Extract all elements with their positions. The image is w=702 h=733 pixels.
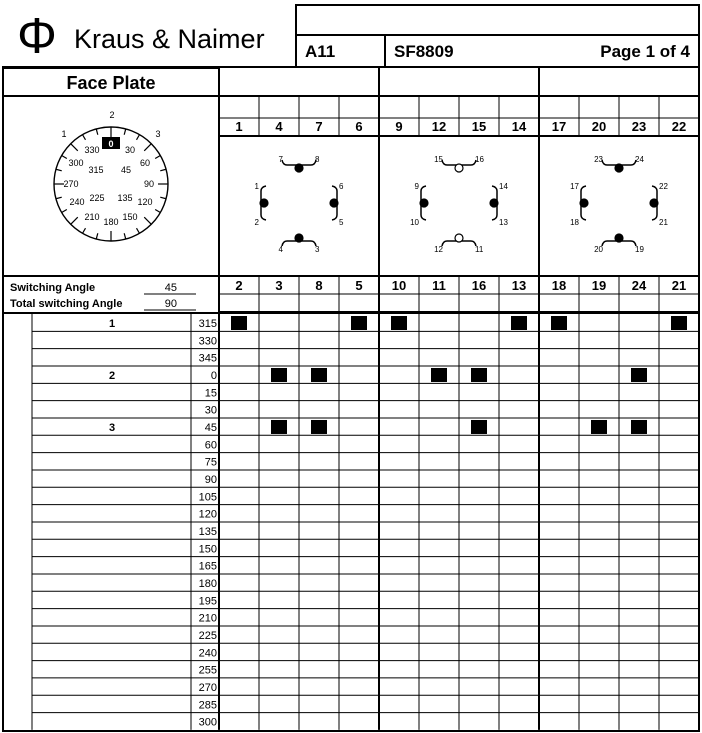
- dial-tick: [160, 197, 166, 199]
- table-row: [199, 543, 217, 555]
- terminal-number-bottom: 5: [355, 278, 363, 293]
- angle-value: 150: [198, 543, 217, 556]
- position-label: 1: [108, 318, 116, 330]
- contact-diagram: [255, 155, 344, 254]
- dial-label: 210: [84, 212, 100, 222]
- angle-value: 285: [198, 699, 217, 712]
- deck-header: [219, 68, 699, 312]
- dial-tick: [83, 228, 86, 233]
- position-label: 3: [108, 421, 116, 434]
- dial-label: 330: [84, 145, 100, 155]
- dial-tick: [96, 129, 98, 135]
- angle-value: 345: [198, 352, 217, 365]
- table-row: [199, 699, 217, 711]
- contact-diagrams: [255, 155, 669, 254]
- terminal-number-bottom: 18: [551, 278, 567, 293]
- table-row: [205, 405, 217, 417]
- table-row: [199, 335, 217, 347]
- terminal-number-bottom: 11: [432, 278, 446, 293]
- table-row: [199, 509, 217, 521]
- contact-closed-marker: [231, 316, 247, 330]
- dial-tick: [96, 233, 98, 239]
- angle-value: 300: [198, 716, 217, 729]
- table-row: [109, 420, 647, 434]
- terminal-number-bottom: 13: [511, 278, 527, 293]
- model-code: A11: [305, 42, 336, 61]
- table-row: [109, 316, 687, 330]
- dial-label: 180: [103, 217, 119, 227]
- contact-terminal-label: 6: [339, 182, 344, 191]
- dial-tick: [124, 233, 126, 239]
- angle-value: 105: [198, 491, 217, 504]
- angle-value: 45: [204, 421, 217, 434]
- terminal-number-top: 14: [511, 119, 527, 134]
- dial-tick: [62, 156, 67, 159]
- table-row: [199, 630, 217, 642]
- contact-closed-marker: [551, 316, 567, 330]
- contact-terminal-label: 9: [414, 182, 419, 191]
- dial-label: 60: [139, 158, 151, 168]
- total-switching-angle-label: Total switching Angle: [10, 298, 123, 310]
- table-row: [199, 717, 217, 729]
- switching-angle-label: Switching Angle: [10, 282, 96, 294]
- terminal-number-top: 4: [275, 119, 283, 134]
- dial-tick: [137, 228, 140, 233]
- table-row: [109, 368, 647, 382]
- dial-tick: [155, 210, 160, 213]
- dial-position-2: 2: [109, 110, 115, 120]
- dial-tick: [155, 156, 160, 159]
- terminal-number-bottom: 10: [391, 278, 407, 293]
- dial-label: 315: [88, 165, 104, 175]
- dial-tick: [71, 144, 78, 151]
- dial-label: 120: [137, 197, 153, 207]
- terminal-number-bottom: 21: [671, 278, 687, 293]
- dial-tick: [71, 217, 78, 224]
- terminal-number-top: 20: [591, 119, 607, 134]
- contact-closed-marker: [311, 368, 327, 382]
- header: [17, 5, 699, 67]
- contact-terminal-label: 7: [278, 155, 283, 164]
- contact-diagram: [570, 155, 668, 254]
- terminal-number-top: 6: [355, 119, 363, 134]
- contact-closed-marker: [271, 420, 287, 434]
- contact-terminal-label: 2: [254, 218, 259, 227]
- table-row: [205, 387, 217, 399]
- dial-position-3: 3: [155, 129, 161, 139]
- position-label: 2: [108, 369, 116, 382]
- contact-terminal-label: 20: [594, 245, 603, 254]
- outer-frame: [3, 67, 699, 731]
- angle-value: 15: [204, 387, 217, 400]
- contact-closed-marker: [511, 316, 527, 330]
- face-plate-title: Face Plate: [66, 73, 156, 93]
- contact-closed-marker: [271, 368, 287, 382]
- dial-label: 240: [69, 197, 85, 207]
- terminal-number-top: 23: [631, 119, 647, 134]
- terminal-number-top: 22: [671, 119, 687, 134]
- angle-value: 60: [204, 439, 217, 452]
- terminal-number-top: 15: [471, 119, 487, 134]
- terminal-number-bottom: 24: [631, 278, 647, 293]
- table-row: [199, 665, 217, 677]
- angle-value: 270: [198, 681, 217, 694]
- part-number: SF8809: [394, 42, 454, 61]
- dial-tick: [124, 129, 126, 135]
- terminal-number-top: 7: [315, 119, 323, 134]
- terminal-number-bottom: 19: [591, 278, 607, 293]
- dial-tick: [62, 210, 67, 213]
- contact-terminal-label: 19: [635, 245, 644, 254]
- terminal-number-top: 12: [431, 119, 447, 134]
- dial-label: 90: [143, 179, 155, 189]
- dial-label: 300: [68, 158, 84, 168]
- terminal-number-bottom: 3: [275, 278, 283, 293]
- contact-terminal-label: 3: [315, 245, 320, 254]
- table-row: [199, 353, 217, 365]
- angle-value: 30: [204, 404, 217, 417]
- terminal-number-bottom: 2: [235, 278, 243, 293]
- angle-value: 330: [198, 335, 217, 348]
- switching-angle-value: 45: [164, 282, 177, 294]
- contact-terminal-label: 12: [434, 245, 443, 254]
- contact-closed-marker: [311, 420, 327, 434]
- switching-table: [3, 313, 699, 730]
- total-switching-angle-value: 90: [164, 298, 177, 310]
- contact-closed-marker: [471, 368, 487, 382]
- dial-tick: [160, 169, 166, 171]
- contact-diagram: [410, 155, 508, 254]
- switching-angle-info: [10, 282, 196, 310]
- table-row: [205, 474, 217, 486]
- contact-closed-marker: [351, 316, 367, 330]
- contact-terminal-label: 23: [594, 155, 603, 164]
- table-row: [199, 526, 217, 538]
- terminal-number-top: 9: [395, 119, 403, 134]
- dial-label: 150: [122, 212, 138, 222]
- dial-label: 225: [89, 193, 105, 203]
- brand-logo-icon: Φ: [17, 8, 57, 64]
- contact-terminal-label: 10: [410, 218, 419, 227]
- contact-terminal-label: 21: [659, 218, 668, 227]
- angle-value: 75: [204, 456, 217, 469]
- contact-terminal-label: 8: [315, 155, 320, 164]
- contact-terminal-label: 1: [254, 182, 259, 191]
- contact-terminal-label: 22: [659, 182, 668, 191]
- angle-value: 0: [210, 369, 217, 382]
- dial-tick: [144, 217, 151, 224]
- contact-closed-marker: [471, 420, 487, 434]
- contact-closed-marker: [631, 368, 647, 382]
- table-row: [199, 561, 217, 573]
- dial-tick: [137, 135, 140, 140]
- terminal-number-top: 17: [551, 119, 567, 134]
- angle-value: 315: [198, 318, 217, 330]
- table-row: [205, 457, 217, 469]
- dial-label: 45: [120, 165, 132, 175]
- contact-terminal-label: 16: [475, 155, 484, 164]
- table-row: [199, 647, 217, 659]
- brand-name: Kraus & Naimer: [74, 24, 265, 54]
- angle-value: 135: [198, 525, 217, 538]
- angle-value: 255: [198, 664, 217, 677]
- angle-value: 210: [198, 612, 217, 625]
- dial-tick: [56, 169, 62, 171]
- contact-closed-marker: [391, 316, 407, 330]
- terminal-number-bottom: 16: [471, 278, 487, 293]
- dial-label: 30: [124, 145, 136, 155]
- table-row: [199, 491, 217, 503]
- terminal-number-bottom: 8: [315, 278, 323, 293]
- contact-terminal-label: 15: [434, 155, 443, 164]
- terminal-number-top: 1: [235, 119, 243, 134]
- contact-closed-marker: [431, 368, 447, 382]
- angle-value: 225: [198, 629, 217, 642]
- angle-value: 90: [204, 473, 217, 486]
- header-blank-box: [296, 5, 699, 35]
- angle-value: 120: [198, 508, 217, 521]
- page-indicator: Page 1 of 4: [600, 42, 690, 61]
- table-row: [199, 578, 217, 590]
- dial-label: 270: [63, 179, 79, 189]
- table-row: [199, 595, 217, 607]
- dial-position-1: 1: [61, 129, 67, 139]
- table-row: [199, 613, 217, 625]
- dial-tick: [83, 135, 86, 140]
- contact-terminal-label: 5: [339, 218, 344, 227]
- contact-terminal-label: 24: [635, 155, 644, 164]
- contact-terminal-label: 18: [570, 218, 579, 227]
- angle-value: 180: [198, 577, 217, 590]
- contact-terminal-label: 13: [499, 218, 508, 227]
- face-plate-dial: [54, 110, 168, 241]
- contact-closed-marker: [631, 420, 647, 434]
- contact-terminal-label: 14: [499, 182, 508, 191]
- contact-terminal-label: 4: [278, 245, 283, 254]
- contact-closed-marker: [591, 420, 607, 434]
- angle-value: 240: [198, 647, 217, 660]
- dial-tick: [144, 144, 151, 151]
- table-row: [199, 682, 217, 694]
- dial-label: 135: [117, 193, 133, 203]
- dial-selected-angle: 0: [108, 139, 114, 149]
- dial-tick: [56, 197, 62, 199]
- angle-value: 165: [198, 560, 217, 573]
- contact-closed-marker: [671, 316, 687, 330]
- contact-terminal-label: 17: [570, 182, 579, 191]
- contact-terminal-label: 11: [475, 245, 484, 254]
- table-row: [205, 439, 217, 451]
- angle-value: 195: [198, 595, 217, 608]
